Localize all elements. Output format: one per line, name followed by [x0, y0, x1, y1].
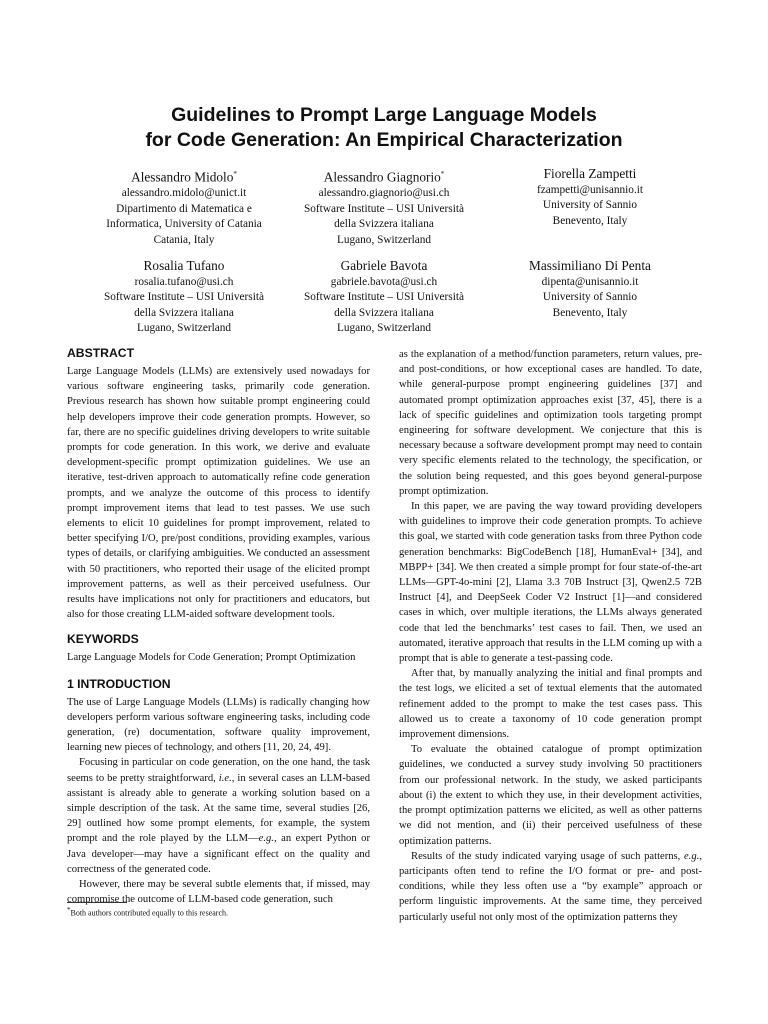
- text-run: Results of the study indicated varying usage of such patterns,: [411, 850, 685, 862]
- author-affiliation: University of Sannio: [542, 291, 638, 304]
- intro-paragraph: [67, 755, 370, 877]
- author-email: rosalia.tufano@usi.ch: [134, 276, 234, 288]
- text-run: , an expert Python or Java developer—may have a significant effect on the quality and correctness of the generated code.: [67, 833, 370, 875]
- author-affiliation: University of Sannio: [542, 199, 638, 212]
- title-line-2: for Code Generation: An Empirical Characterization: [145, 129, 623, 151]
- text-run: Focusing in particular on code generation, on the one hand, the task seems to be pretty straightforward,: [67, 757, 370, 784]
- keywords-text: Large Language Models for Code Generation; Prompt Optimization: [67, 652, 356, 664]
- equal-contribution-mark: *: [233, 170, 237, 178]
- text-run-italic: i.e.: [218, 772, 232, 784]
- author-name-text: Alessandro Midolo: [131, 169, 234, 185]
- abstract-heading: ABSTRACT: [67, 346, 135, 360]
- author-affiliation: Informatica, University of Catania: [106, 218, 262, 231]
- author-name: Fiorella Zampetti: [543, 166, 637, 181]
- intro-paragraph: However, there may be several subtle elements that, if missed, may compromise the outcome of LLM-based code generation, such: [67, 879, 370, 906]
- author-affiliation: della Svizzera italiana: [334, 218, 434, 231]
- author-location: Lugano, Switzerland: [336, 233, 432, 246]
- author-affiliation: Software Institute – USI Università: [303, 202, 464, 215]
- author-email: alessandro.midolo@unict.it: [121, 187, 247, 200]
- author-name: Massimiliano Di Penta: [529, 258, 651, 273]
- author-block: [490, 257, 690, 321]
- author-location: Lugano, Switzerland: [336, 322, 432, 335]
- author-email: dipenta@unisannio.it: [541, 276, 639, 288]
- author-email: fzampetti@unisannio.it: [536, 184, 644, 196]
- introduction-heading: 1 INTRODUCTION: [67, 676, 171, 691]
- text-run-italic: e.g.: [258, 833, 274, 845]
- author-email: gabriele.bavota@usi.ch: [330, 276, 438, 288]
- author-name: [84, 165, 284, 186]
- author-block: [284, 165, 484, 248]
- keywords-heading: KEYWORDS: [67, 632, 139, 647]
- text-run: , in several cases an LLM-based assistant is already able to generate a working solution based on a simple description of the task. At the same time, several studies [26, 29] outlined how some prompt elements, for example, the system prompt and the role played by the LLM—: [67, 772, 370, 845]
- author-block: [84, 165, 284, 248]
- footnote-text: Both authors contributed equally to this research.: [70, 908, 229, 918]
- intro-paragraph: The use of Large Language Models (LLMs) is radically changing how developers perform various software engineering tasks, including code generation, (re) documentation, software quality improvement, learning new pieces of technology, and others [11, 20, 24, 49].: [67, 696, 370, 754]
- body-paragraph: In this paper, we are paving the way toward providing developers with guidelines to improve their code generation prompts. To achieve this goal, we started with code generation tasks from three Python code generation benchmarks: BigCodeBench [18], HumanEval+ [34], and MBPP+ [34]. We then created a simple prompt for four state-of-the-art LLMs—GPT-4o-mini [2], Llama 3.3 70B Instruct [3], Qwen2.5 72B Instruct [4], and DeepSeek Coder V2 Instruct [1]—and considered cases in which, over multiple iterations, the LLMs always generated code that led the benchmarks’ test cases to fail. Then, we used an automated, iterative approach that results in the LLM coming up with a prompt that is able to generate a test-passing code.: [399, 501, 702, 665]
- paper-title: [0, 103, 768, 153]
- abstract-text: Large Language Models (LLMs) are extensively used nowadays for various software engineering tasks, primarily code generation. Previous research has shown how suitable prompt engineering could help developers improve their code generation prompts. However, so far, there are no specific guidelines driving developers to write suitable prompts for code generation. In this work, we derive and evaluate development-specific prompt optimization guidelines. We use an iterative, test-driven approach to automatically refine code generation prompts, and we analyze the outcome of this process to identify prompt improvement items that lead to test passes. We use such elements to elicit 10 guidelines for prompt improvement, related to better specifying I/O, pre/post conditions, providing examples, various types of details, or clarifying ambiguities. We conducted an assessment with 50 practitioners, who reported their usage of the elicited prompt improvement patterns, as well as their perceived usefulness. Our results have implications not only for practitioners and educators, but also for those creating LLM-aided software development tools.: [67, 366, 370, 621]
- author-name: [284, 165, 484, 186]
- footnote: [67, 906, 228, 918]
- author-affiliation: della Svizzera italiana: [334, 306, 434, 319]
- author-block: [490, 165, 690, 229]
- author-email: alessandro.giagnorio@usi.ch: [318, 187, 450, 200]
- left-column: [67, 345, 370, 908]
- body-paragraph: as the explanation of a method/function parameters, return values, pre- and post-conditions, or how exceptional cases are handled. To date, while general-purpose prompt engineering guidelines [37] and automated prompt optimization approaches exist [37, 45], there is a lack of specific guidelines and optimization tools targeting prompt engineering for software development. We conjecture that this is necessary because a software development prompt may need to contain very specific elements related to the technology, the specification, or the solution being requested, and this goes beyond general-purpose prompt optimization.: [399, 349, 702, 497]
- footnote-rule: [67, 902, 127, 903]
- title-line-1: Guidelines to Prompt Large Language Models: [171, 104, 597, 126]
- author-affiliation: della Svizzera italiana: [134, 306, 234, 319]
- text-run: , participants often tend to refine the I/O format or pre- and post-conditions, while they less often use a “by example” approach or perform linguistic improvements. At the same time, they perceived particularly useful not only most of the optimization patterns they: [399, 850, 702, 923]
- author-name-text: Alessandro Giagnorio: [323, 169, 441, 185]
- author-block: [284, 257, 484, 337]
- author-affiliation: Dipartimento di Matematica e: [116, 202, 252, 215]
- author-location: Benevento, Italy: [552, 306, 628, 319]
- right-column: [399, 347, 702, 925]
- author-location: Catania, Italy: [153, 233, 215, 246]
- author-affiliation: Software Institute – USI Università: [103, 291, 264, 304]
- footnote-mark: *: [67, 906, 71, 914]
- author-location: Lugano, Switzerland: [136, 322, 232, 335]
- text-run-italic: e.g.: [684, 850, 700, 862]
- author-location: Benevento, Italy: [552, 214, 628, 227]
- body-paragraph: After that, by manually analyzing the initial and final prompts and the test logs, we elicited a set of textual elements that the automated refinement added to the prompt to make the test cases pass. This allowed us to create a taxonomy of 10 code generation prompt improvement dimensions.: [399, 668, 702, 741]
- author-affiliation: Software Institute – USI Università: [303, 291, 464, 304]
- author-name: Rosalia Tufano: [143, 258, 225, 273]
- author-block: [84, 257, 284, 337]
- author-name: Gabriele Bavota: [340, 258, 428, 273]
- body-paragraph: [399, 849, 702, 925]
- body-paragraph: To evaluate the obtained catalogue of prompt optimization guidelines, we conducted a survey study involving 50 practitioners from our professional network. In the study, we asked participants about (i) the extent to which they use, in their development activities, the prompt optimization patterns we elicited, as well as other patterns we did not mention, and (ii) their perceived usefulness of these optimization patterns.: [399, 744, 702, 847]
- equal-contribution-mark: *: [440, 170, 445, 178]
